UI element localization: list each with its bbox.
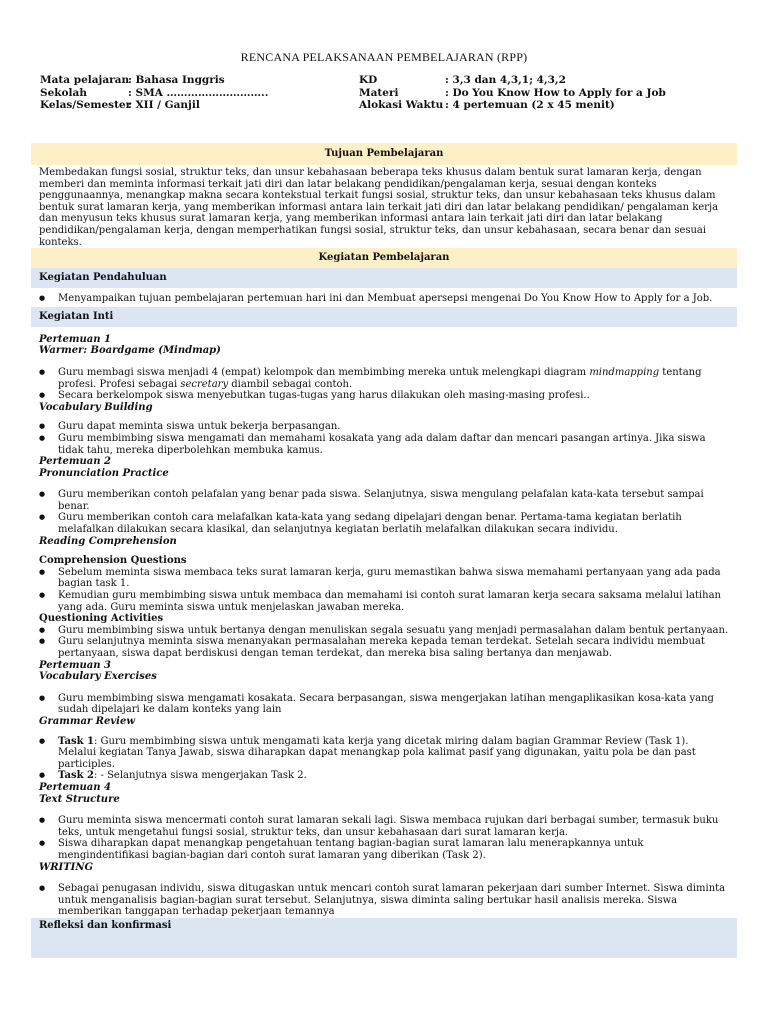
task-text: : - Selanjutnya siswa mengerjakan Task 2. — [93, 770, 307, 782]
tujuan-text: Membedakan fungsi sosial, struktur teks, dan unsur kebahasaan beberapa teks khusus dalam bentuk surat lamaran kerja, dengan memberi dan meminta informasi terkait jati diri dan latar belakang pendidikan/pengalaman kerja, sesuai dengan konteks penggunaannya, menangkap makna secara kontekstual terkait fungsi sosial, struktur teks, dan unsur kebahasaan teks khusus dalam bentuk surat lamaran kerja, yang memberikan informasi antara lain terkait jati diri dan latar belakang pendidikan/ pengalaman kerja dan menyusun teks khusus surat lamaran kerja, yang memberikan informasi antara lain terkait jati diri dan latar belakang pendidikan/pengalaman kerja, dengan memperhatikan fungsi sosial, struktur teks, dan unsur kebahasaan, secara benar dan sesuai konteks. — [39, 167, 719, 248]
header-row-kelas — [40, 99, 268, 112]
header-value: : Bahasa Inggris — [128, 74, 225, 86]
header-label: Mata pelajaran — [40, 74, 130, 86]
task-label: Task 1 — [58, 735, 94, 747]
list-item: ● Guru memberikan contoh pelafalan yang benar pada siswa. Selanjutnya, siswa mengulang pelafalan kata-kata tersebut sampai benar. — [39, 489, 729, 512]
text-structure-heading: Text Structure — [39, 793, 120, 805]
kegiatan-heading: Kegiatan Pembelajaran — [31, 248, 737, 268]
pertemuan-2-label: Pertemuan 2 — [39, 456, 111, 468]
header-value: : 3,3 dan 4,3,1; 4,3,2 — [445, 74, 566, 86]
vocab-exercises-heading: Vocabulary Exercises — [39, 671, 157, 683]
list-item — [39, 770, 729, 782]
pendahuluan-list — [39, 293, 729, 305]
pertemuan-3-label: Pertemuan 3 — [39, 659, 111, 671]
vocab-building-heading: Vocabulary Building — [39, 401, 153, 413]
header-label: KD — [359, 74, 378, 86]
pertemuan-1-label: Pertemuan 1 — [39, 333, 111, 345]
warmer-heading: Warmer: Boardgame (Mindmap) — [39, 345, 221, 357]
writing-heading: WRITING — [39, 861, 94, 873]
inti-heading: Kegiatan Inti — [31, 307, 737, 327]
tujuan-heading: Tujuan Pembelajaran — [31, 143, 737, 165]
header-value: : Do You Know How to Apply for a Job — [445, 86, 666, 99]
list-item — [39, 736, 729, 771]
pertemuan-4-label: Pertemuan 4 — [39, 781, 111, 793]
header-label: Materi — [359, 86, 399, 99]
list-item — [39, 367, 729, 390]
pendahuluan-content — [31, 288, 737, 307]
grammar-review-heading: Grammar Review — [39, 715, 135, 727]
italic-term: mindmapping — [589, 366, 660, 378]
writing-list — [39, 883, 729, 918]
header-value: : XII / Ganjil — [128, 99, 200, 111]
list-item: ● Secara berkelompok siswa menyebutkan tugas-tugas yang harus dilakukan oleh masing-masing profesi.. — [39, 390, 729, 402]
header-row-mapel — [40, 74, 268, 87]
list-item: ● Kemudian guru membimbing siswa untuk membaca dan memahami isi contoh surat lamaran kerja secara saksama melalui latihan yang ada. Guru meminta siswa untuk menjelaskan jawaban mereka. — [39, 590, 729, 613]
list-item: ● Guru selanjutnya meminta siswa menanyakan permasalahan mereka kepada teman terdekat. Setelah secara individu membuat pertanyaan, siswa dapat berdiskusi dengan teman terdekat, dan mereka bisa saling bertanya dan menjawab. — [39, 636, 729, 659]
header-label: Sekolah — [40, 86, 87, 99]
pronunciation-list — [39, 489, 729, 535]
italic-term: secretary — [180, 378, 229, 390]
text-segment: tentang profesi. Profesi sebagai — [58, 366, 702, 390]
text-segment: Guru membagi siswa menjadi 4 (empat) kelompok dan membimbing mereka untuk melengkapi diagram — [58, 366, 590, 378]
list-item: ● Guru membimbing siswa mengamati kosakata. Secara berpasangan, siswa mengerjakan latihan mengaplikasikan kosa-kata yang sudah dipelajari ke dalam konteks yang lain — [39, 693, 729, 716]
header-value: : 4 pertemuan (2 x 45 menit) — [445, 99, 615, 111]
task-label: Task 2 — [58, 770, 94, 782]
vocab-building-list — [39, 421, 729, 456]
list-item: ● Guru membimbing siswa untuk bertanya dengan menuliskan segala sesuatu yang menjadi permasalahan dalam bentuk pertanyaan. — [39, 625, 729, 637]
list-item: ● Siswa diharapkan dapat menangkap pengetahuan tentang bagian-bagian surat lamaran lalu menerapkannya untuk mengindentifikasi bagian-bagian dari contoh surat lamaran yang diberikan (Task 2). — [39, 838, 729, 861]
comprehension-list — [39, 567, 729, 613]
list-item: ● Sebelum meminta siswa membaca teks surat lamaran kerja, guru memastikan bahwa siswa memahami pertanyaan yang ada pada bagian task 1. — [39, 567, 729, 590]
document-title: RENCANA PELAKSANAAN PEMBELAJARAN (RPP) — [240, 50, 528, 64]
header-value: : SMA ……………………….. — [128, 86, 269, 99]
questioning-list — [39, 625, 729, 660]
questioning-activities-heading: Questioning Activities — [39, 613, 164, 625]
pendahuluan-heading: Kegiatan Pendahuluan — [31, 268, 737, 288]
list-item: ● Guru memberikan contoh cara melafalkan kata-kata yang sedang dipelajari dengan benar. Pertama-tama kegiatan berlatih melafalkan dilakukan secara klasikal, dan selanjutnya kegiatan berlatih melafalkan dilakukan secara individu. — [39, 512, 729, 535]
comprehension-questions-heading: Comprehension Questions — [39, 555, 187, 567]
header-row-sekolah — [40, 87, 268, 100]
text-structure-list — [39, 815, 729, 861]
refleksi-heading: Refleksi dan konfirmasi — [31, 918, 737, 934]
header-row-materi — [359, 87, 666, 100]
header-label: Alokasi Waktu — [359, 99, 444, 111]
list-item: ● Menyampaikan tujuan pembelajaran pertemuan hari ini dan Membuat apersepsi mengenai Do You Know How to Apply for a Job. — [39, 293, 729, 305]
inti-content — [31, 327, 737, 918]
header-row-kd — [359, 74, 666, 87]
vocab-exercises-list — [39, 693, 729, 716]
refleksi-band — [31, 934, 737, 958]
list-item: ● Guru membimbing siswa mengamati dan memahami kosakata yang ada dalam daftar dan mencari pasangan artinya. Jika siswa tidak tahu, mereka diperbolehkan membuka kamus. — [39, 433, 729, 456]
list-item: ● Guru dapat meminta siswa untuk bekerja berpasangan. — [39, 421, 729, 433]
header-left — [40, 74, 268, 112]
header-right — [359, 74, 666, 112]
reading-heading: Reading Comprehension — [39, 535, 177, 547]
task-text: : Guru membimbing siswa untuk mengamati kata kerja yang dicetak miring dalam bagian Grammar Review (Task 1). Melalui kegiatan Tanya Jawab, siswa diharapkan dapat menangkap pola kalimat pasif yang digunakan, yaitu pola be dan past participles. — [58, 735, 696, 770]
pronunciation-heading: Pronunciation Practice — [39, 467, 169, 479]
list-item: ● Guru meminta siswa mencermati contoh surat lamaran sekali lagi. Siswa membaca rujukan dari berbagai sumber, termasuk buku teks, untuk mengetahui fungsi sosial, struktur teks, dan unsur kebahasaan dari surat lamaran kerja. — [39, 815, 729, 838]
text-segment: diambil sebagai contoh. — [228, 378, 353, 390]
grammar-list — [39, 736, 729, 782]
list-item: ● Sebagai penugasan individu, siswa ditugaskan untuk mencari contoh surat lamaran pekerjaan dari sumber Internet. Siswa diminta untuk menganalisis bagian-bagian surat tersebut. Selanjutnya, siswa diminta saling bertukar hasil analisis mereka. Siswa memberikan tanggapan terhadap pekerjaan temannya — [39, 883, 729, 918]
rpp-table — [31, 140, 737, 958]
header-row-alokasi — [359, 99, 666, 112]
warmer-list — [39, 367, 729, 402]
header-label: Kelas/Semester — [40, 99, 132, 111]
